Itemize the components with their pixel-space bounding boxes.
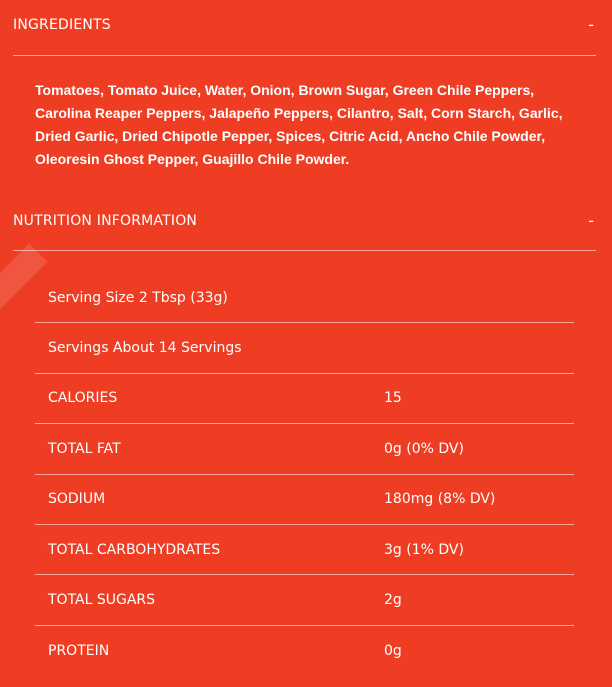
nutrient-label: TOTAL SUGARS (48, 592, 156, 609)
nutrition-header[interactable] (13, 210, 596, 232)
nutrition-divider (13, 250, 596, 251)
nutrition-collapse-icon[interactable]: - (588, 211, 594, 230)
ingredients-collapse-icon[interactable]: - (588, 15, 594, 34)
table-row (35, 525, 574, 575)
table-row (35, 475, 574, 525)
ingredients-title: INGREDIENTS (13, 17, 111, 33)
nutrient-value: 3g (1% DV) (384, 541, 464, 558)
serving-size-text: Serving Size 2 Tbsp (33g) (48, 289, 228, 306)
table-row (35, 374, 574, 424)
table-row (35, 575, 574, 625)
ingredients-divider (13, 55, 596, 56)
nutrition-title: NUTRITION INFORMATION (13, 213, 198, 229)
nutrient-label: SODIUM (48, 491, 106, 508)
table-row (35, 626, 574, 676)
nutrition-table (35, 273, 574, 676)
nutrient-value: 2g (384, 592, 402, 609)
nutrient-label: PROTEIN (48, 642, 110, 659)
nutrient-value: 0g (0% DV) (384, 440, 464, 457)
table-row (35, 424, 574, 474)
ingredients-list: Tomatoes, Tomato Juice, Water, Onion, Brown Sugar, Green Chile Peppers, Carolina Reaper Peppers, Jalapeño Peppers, Cilantro, Salt, Corn Starch, Garlic, Dried Garlic, Dried Chipotle Pepper, Spices, Citric Acid, Ancho Chile Powder, Oleoresin Ghost Pepper, Guajillo Chile Powder. (35, 82, 563, 167)
nutrient-label: TOTAL CARBOHYDRATES (48, 541, 221, 558)
servings-text: Servings About 14 Servings (48, 340, 242, 357)
nutrient-value: 15 (384, 390, 402, 407)
serving-size-row (35, 273, 574, 323)
servings-row (35, 323, 574, 373)
nutrient-label: CALORIES (48, 390, 118, 407)
nutrient-value: 180mg (8% DV) (384, 491, 496, 508)
nutrient-label: TOTAL FAT (48, 440, 121, 457)
nutrient-value: 0g (384, 642, 402, 659)
ingredients-header[interactable] (13, 14, 596, 36)
